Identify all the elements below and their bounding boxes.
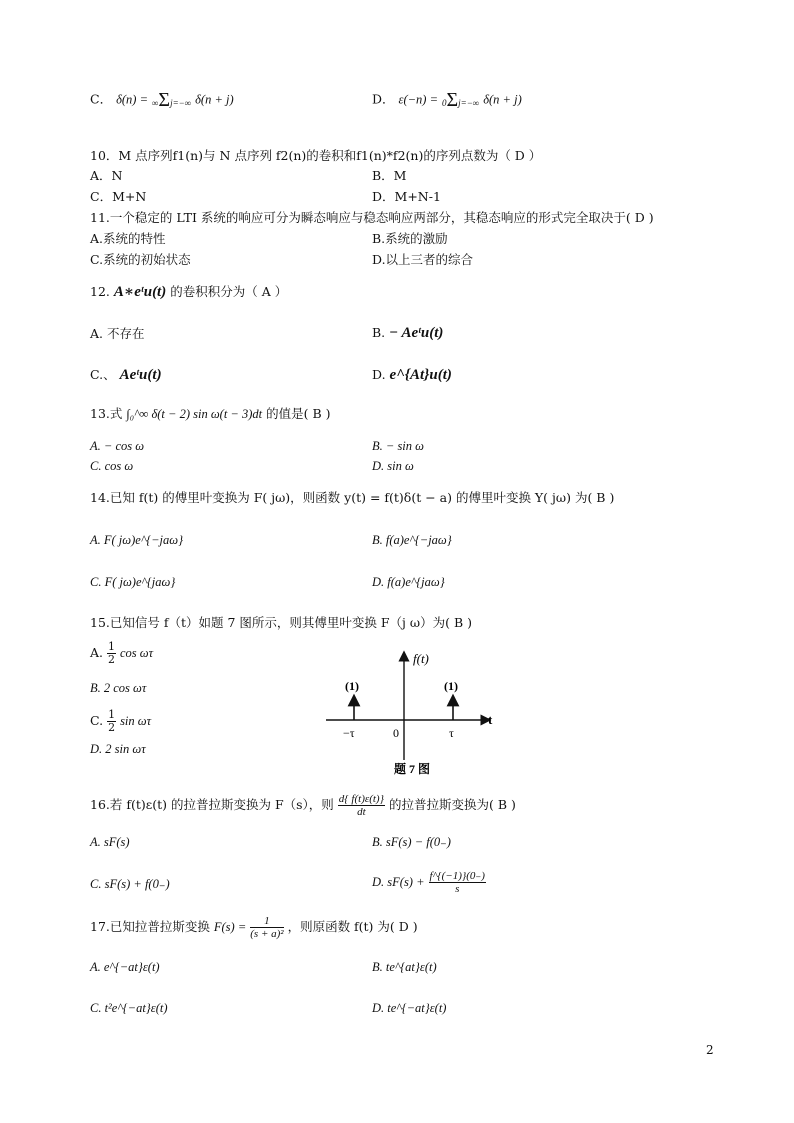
q17-stem: 17.已知拉普拉斯变换 F(s) = $\frac{1}{\text{(s + a)²}}$ ，则原函数 f(t) 为( D ) <box>90 915 418 940</box>
q16-stem: 16.若 f(t)ε(t) 的拉普拉斯变换为 F（s），则 $\frac{d\{ f(t)\varepsilon(t)\}}{dt}$ 的拉普拉斯变换为( B ) <box>90 793 516 818</box>
q9-option-d: D． ε(−n) = 0Σj=−∞ δ(n + j) <box>372 89 522 111</box>
q15-option-d: D. 2 sin ωτ <box>90 742 146 756</box>
t-axis-label: t <box>488 712 493 727</box>
q16-fraction: $\frac{d\{ f(t)\varepsilon(t)\}}{dt}$ <box>338 793 384 818</box>
pos-tau-label: τ <box>449 726 454 740</box>
q12-option-d: D. e^{At}u(t) <box>372 367 452 383</box>
q15-option-b: B. 2 cos ωτ <box>90 681 147 695</box>
q14-option-b: B. f(a)e^{−jaω} <box>372 533 452 547</box>
q16-option-d: D. sF(s) + $\frac{f\^{}\{(-1)\}(0_-)}{s}$ <box>372 870 485 895</box>
q16-d-fraction: $\frac{f\^{}\{(-1)\}(0_-)}{s}$ <box>429 870 485 895</box>
q15-stem: 15.已知信号 f（t）如题 7 图所示，则其傅里叶变换 F（j ω）为( B ) <box>90 615 472 630</box>
q16-option-c: C. sF(s) + f(0₋) <box>90 877 170 891</box>
q13-option-c: C. cos ω <box>90 459 134 473</box>
q15-option-a: A. $\frac{1}{2}$ cos ωτ <box>90 640 154 666</box>
q12-option-b: B. − Aeᵗu(t) <box>372 325 444 341</box>
q9-option-c: C． δ(n) = ∞Σj=−∞ δ(n + j) <box>90 89 234 111</box>
impulse-right-weight: (1) <box>444 679 458 693</box>
f-axis-label: f(t) <box>413 651 429 666</box>
q13-option-d: D. sin ω <box>372 459 414 473</box>
q10-option-a: A．N <box>90 168 123 183</box>
neg-tau-label: −τ <box>343 726 355 740</box>
q9-d-sum: 0Σj=−∞ <box>442 89 480 111</box>
origin-label: 0 <box>393 726 399 740</box>
q16-option-a: A. sF(s) <box>90 835 130 849</box>
q11-option-b: B.系统的激励 <box>372 231 448 246</box>
q11-option-c: C.系统的初始状态 <box>90 252 191 267</box>
q12-expression: A∗eᵗu(t) <box>113 284 167 300</box>
page-number: 2 <box>706 1043 714 1057</box>
figure-7-caption: 题 7 图 <box>394 762 431 776</box>
q9-c-lhs: δ(n) = <box>116 92 149 107</box>
q16-option-b: B. sF(s) − f(0₋) <box>372 835 451 849</box>
q10-option-d: D．M+N-1 <box>372 189 441 204</box>
q17-option-d: D. te^{−at}ε(t) <box>372 1001 447 1015</box>
q11-option-d: D.以上三者的综合 <box>372 252 474 267</box>
q12-option-c: C.、 Aeᵗu(t) <box>90 367 162 383</box>
impulse-left-weight: (1) <box>345 679 359 693</box>
q12-option-a: A. 不存在 <box>90 326 145 341</box>
q13-option-a: A. − cos ω <box>90 439 145 453</box>
q11-stem: 11.一个稳定的 LTI 系统的响应可分为瞬态响应与稳态响应两部分，其稳态响应的形式完全取决于( D ) <box>90 210 654 225</box>
q15-a-fraction: $\frac{1}{2}$ <box>108 640 115 666</box>
q12-stem: 12. A∗eᵗu(t) 的卷积积分为（ A ） <box>90 284 288 300</box>
q14-option-d: D. f(a)e^{jaω} <box>372 575 445 589</box>
q17-option-a: A. e^{−at}ε(t) <box>90 960 160 974</box>
q17-option-b: B. te^{at}ε(t) <box>372 960 437 974</box>
q10-option-c: C．M+N <box>90 189 147 204</box>
q11-option-a: A.系统的特性 <box>90 231 166 246</box>
q13-stem: 13.式 ∫₀^∞ δ(t − 2) sin ω(t − 3)dt 的值是( B ) <box>90 406 331 421</box>
q10-option-b: B．M <box>372 168 407 183</box>
q15-option-c: C. $\frac{1}{2}$ sin ωτ <box>90 708 152 734</box>
q13-integral: ∫₀^∞ δ(t − 2) sin ω(t − 3)dt <box>126 407 263 421</box>
q14-stem: 14.已知 f(t) 的傅里叶变换为 F( jω)，则函数 y(t) = f(t)δ(t − a) 的傅里叶变换 Y( jω) 为( B ) <box>90 490 615 505</box>
q17-option-c: C. t²e^{−at}ε(t) <box>90 1001 168 1015</box>
q14-option-a: A. F( jω)e^{−jaω} <box>90 533 184 547</box>
q15-c-fraction: $\frac{1}{2}$ <box>108 708 116 734</box>
q13-option-b: B. − sin ω <box>372 439 424 453</box>
q14-option-c: C. F( jω)e^{jaω} <box>90 575 176 589</box>
q17-fraction: $\frac{1}{\text{(s + a)²}}$ <box>250 915 284 940</box>
q9-c-sum: ∞Σj=−∞ <box>152 89 192 111</box>
q10-stem: 10．M 点序列f1(n)与 N 点序列 f2(n)的卷积和f1(n)*f2(n)的序列点数为（ D ） <box>90 148 542 163</box>
